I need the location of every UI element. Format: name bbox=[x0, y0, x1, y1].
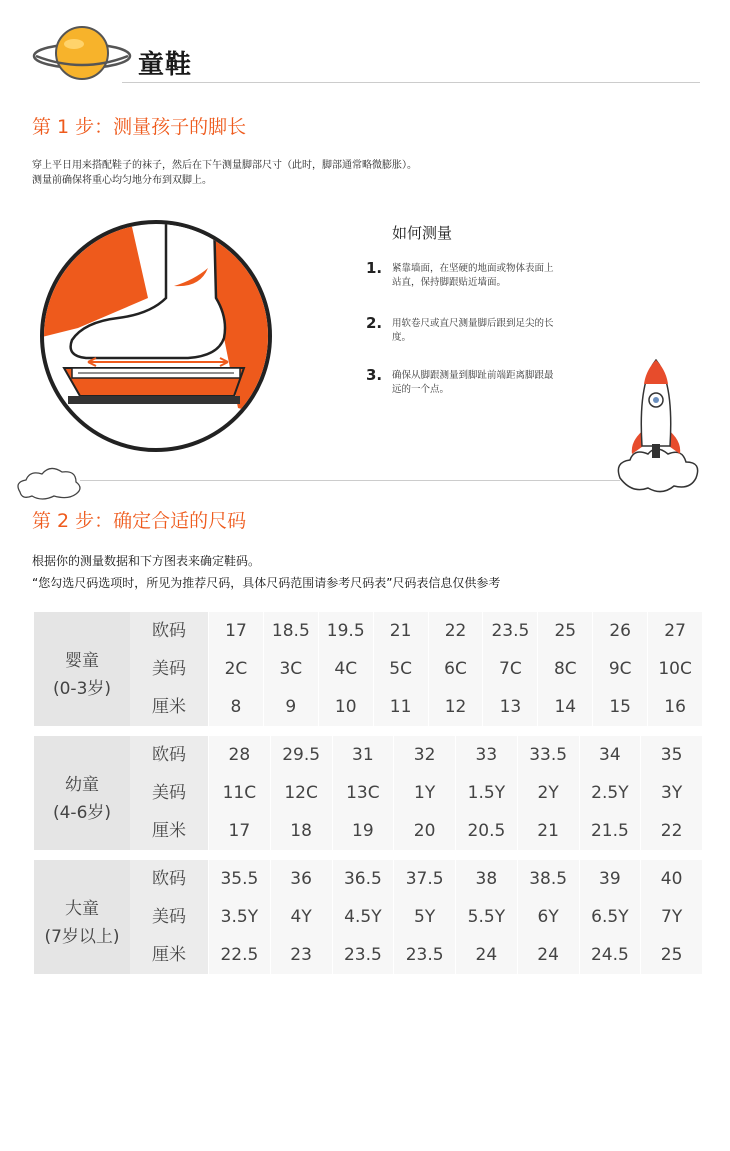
table-cell: 15 bbox=[592, 688, 647, 726]
table-cell: 26 bbox=[592, 612, 647, 650]
table-cell: 7C bbox=[482, 650, 537, 688]
table-cell: 31 bbox=[332, 736, 394, 774]
table-cell: 25 bbox=[640, 936, 702, 974]
table-cell: 24 bbox=[455, 936, 517, 974]
row-label-us: 美码 bbox=[130, 650, 208, 688]
row-label-eu: 欧码 bbox=[130, 612, 208, 650]
group-label bbox=[34, 860, 130, 974]
table-cell: 12C bbox=[270, 774, 332, 812]
table-row bbox=[208, 612, 702, 650]
table-cell: 4.5Y bbox=[332, 898, 394, 936]
table-cell: 17 bbox=[208, 612, 263, 650]
table-cell: 39 bbox=[579, 860, 641, 898]
table-cell: 35 bbox=[640, 736, 702, 774]
how-step-number: 2. bbox=[366, 314, 383, 332]
table-cell: 16 bbox=[647, 688, 702, 726]
group-name: 幼童 bbox=[65, 775, 99, 795]
table-cell: 32 bbox=[393, 736, 455, 774]
how-step-number: 1. bbox=[366, 259, 383, 277]
row-label-cm: 厘米 bbox=[130, 936, 208, 974]
table-cell: 6C bbox=[428, 650, 483, 688]
table-cell: 33.5 bbox=[517, 736, 579, 774]
table-row bbox=[208, 650, 702, 688]
group-age: (0-3岁) bbox=[52, 679, 112, 699]
how-step-text: 紧靠墙面，在坚硬的地面或物体表面上站直，保持脚跟贴近墙面。 bbox=[392, 263, 554, 288]
table-row bbox=[208, 774, 702, 812]
table-cell: 13C bbox=[332, 774, 394, 812]
table-cell: 23.5 bbox=[393, 936, 455, 974]
row-label-eu: 欧码 bbox=[130, 860, 208, 898]
cloud-icon bbox=[14, 462, 84, 502]
table-row bbox=[208, 688, 702, 726]
table-cell: 23 bbox=[270, 936, 332, 974]
table-cell: 18.5 bbox=[263, 612, 318, 650]
table-cell: 7Y bbox=[640, 898, 702, 936]
table-cell: 24 bbox=[517, 936, 579, 974]
table-cell: 37.5 bbox=[393, 860, 455, 898]
table-cell: 3.5Y bbox=[208, 898, 270, 936]
table-cell: 38.5 bbox=[517, 860, 579, 898]
how-to-measure-title: 如何测量 bbox=[392, 224, 453, 242]
table-cell: 4C bbox=[318, 650, 373, 688]
table-cell: 3C bbox=[263, 650, 318, 688]
table-cell: 6.5Y bbox=[579, 898, 641, 936]
table-cell: 9 bbox=[263, 688, 318, 726]
foot-measure-illustration bbox=[38, 218, 274, 454]
table-row bbox=[208, 860, 702, 898]
table-cell: 6Y bbox=[517, 898, 579, 936]
how-step-text: 确保从脚跟测量到脚趾前端距离脚跟最远的一个点。 bbox=[392, 370, 554, 395]
table-cell: 27 bbox=[647, 612, 702, 650]
table-cell: 18 bbox=[270, 812, 332, 850]
table-cell: 25 bbox=[537, 612, 592, 650]
row-label-us: 美码 bbox=[130, 898, 208, 936]
table-cell: 11C bbox=[208, 774, 270, 812]
group-label bbox=[34, 612, 130, 726]
table-row bbox=[208, 736, 702, 774]
size-table-toddler bbox=[34, 736, 702, 850]
step1-intro-line2: 测量前确保将重心均匀地分布到双脚上。 bbox=[32, 175, 212, 186]
table-cell: 21 bbox=[373, 612, 428, 650]
row-label-cm: 厘米 bbox=[130, 688, 208, 726]
table-cell: 40 bbox=[640, 860, 702, 898]
table-cell: 1.5Y bbox=[455, 774, 517, 812]
group-age: (4-6岁) bbox=[52, 803, 112, 823]
step1-intro-line1: 穿上平日用来搭配鞋子的袜子，然后在下午测量脚部尺寸（此时，脚部通常略微膨胀）。 bbox=[32, 160, 417, 171]
group-age: (7岁以上) bbox=[44, 927, 120, 947]
table-cell: 36 bbox=[270, 860, 332, 898]
table-cell: 29.5 bbox=[270, 736, 332, 774]
table-cell: 4Y bbox=[270, 898, 332, 936]
table-cell: 35.5 bbox=[208, 860, 270, 898]
table-cell: 5.5Y bbox=[455, 898, 517, 936]
row-label-cm: 厘米 bbox=[130, 812, 208, 850]
table-cell: 2Y bbox=[517, 774, 579, 812]
table-cell: 24.5 bbox=[579, 936, 641, 974]
table-cell: 10 bbox=[318, 688, 373, 726]
table-cell: 5Y bbox=[393, 898, 455, 936]
table-cell: 3Y bbox=[640, 774, 702, 812]
table-cell: 34 bbox=[579, 736, 641, 774]
table-cell: 9C bbox=[592, 650, 647, 688]
table-cell: 22 bbox=[640, 812, 702, 850]
group-name: 婴童 bbox=[65, 651, 99, 671]
table-cell: 13 bbox=[482, 688, 537, 726]
table-cell: 22.5 bbox=[208, 936, 270, 974]
step2-instruction-line2: “您勾选尺码选项时，所见为推荐尺码，具体尺码范围请参考尺码表”尺码表信息仅供参考 bbox=[32, 576, 501, 590]
table-cell: 20 bbox=[393, 812, 455, 850]
rocket-icon bbox=[610, 358, 706, 504]
table-cell: 2.5Y bbox=[579, 774, 641, 812]
table-cell: 14 bbox=[537, 688, 592, 726]
how-step-text: 用软卷尺或直尺测量脚后跟到足尖的长度。 bbox=[392, 318, 554, 343]
table-cell: 22 bbox=[428, 612, 483, 650]
table-cell: 38 bbox=[455, 860, 517, 898]
section-divider bbox=[80, 480, 620, 481]
table-cell: 19 bbox=[332, 812, 394, 850]
group-label bbox=[34, 736, 130, 850]
table-cell: 23.5 bbox=[332, 936, 394, 974]
table-row bbox=[208, 812, 702, 850]
table-cell: 19.5 bbox=[318, 612, 373, 650]
table-row bbox=[208, 936, 702, 974]
table-cell: 20.5 bbox=[455, 812, 517, 850]
table-cell: 8C bbox=[537, 650, 592, 688]
table-cell: 36.5 bbox=[332, 860, 394, 898]
row-label-eu: 欧码 bbox=[130, 736, 208, 774]
how-step-number: 3. bbox=[366, 366, 383, 384]
table-cell: 21.5 bbox=[579, 812, 641, 850]
page-title: 童鞋 bbox=[138, 50, 193, 80]
header-divider bbox=[122, 82, 700, 83]
table-cell: 5C bbox=[373, 650, 428, 688]
table-cell: 33 bbox=[455, 736, 517, 774]
table-cell: 23.5 bbox=[482, 612, 537, 650]
row-label-us: 美码 bbox=[130, 774, 208, 812]
table-cell: 10C bbox=[647, 650, 702, 688]
table-cell: 28 bbox=[208, 736, 270, 774]
table-cell: 2C bbox=[208, 650, 263, 688]
table-cell: 17 bbox=[208, 812, 270, 850]
table-cell: 8 bbox=[208, 688, 263, 726]
table-cell: 21 bbox=[517, 812, 579, 850]
table-row bbox=[208, 898, 702, 936]
page-header bbox=[30, 22, 700, 84]
table-cell: 1Y bbox=[393, 774, 455, 812]
step1-title: 第 1 步：测量孩子的脚长 bbox=[32, 116, 247, 138]
size-table-big-kids bbox=[34, 860, 702, 974]
step2-instruction-line1: 根据你的测量数据和下方图表来确定鞋码。 bbox=[32, 554, 261, 568]
size-table-infant bbox=[34, 612, 702, 726]
table-cell: 11 bbox=[373, 688, 428, 726]
table-cell: 12 bbox=[428, 688, 483, 726]
step2-title: 第 2 步：确定合适的尺码 bbox=[32, 510, 247, 532]
planet-icon bbox=[30, 22, 134, 84]
group-name: 大童 bbox=[65, 899, 99, 919]
